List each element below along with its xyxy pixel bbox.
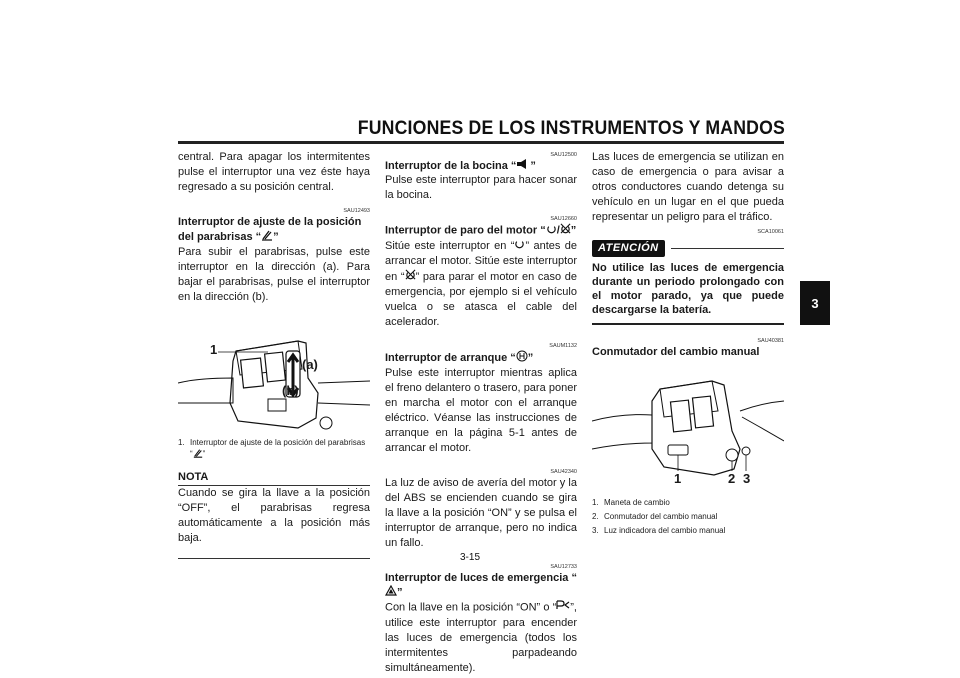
hazard-usage-text: Las luces de emergencia se utilizan en caso de emergencia o para avisar a otros conductores cuando detenga su vehículo en un lugar en el que pueda representar un peligro para el tráfico. [592, 151, 784, 223]
engine-stop-heading: Interruptor de paro del motor “ / ” [385, 224, 577, 237]
manual-shift-figure [592, 371, 784, 486]
label-a: (a) [302, 357, 318, 372]
callout-1: 1 [210, 342, 218, 357]
hazard-switch-heading: Interruptor de luces de emergencia “” [385, 572, 577, 599]
handlebar-illustration [592, 371, 784, 483]
atencion-header [592, 240, 784, 257]
figure-caption: 1. Maneta de cambio [592, 498, 670, 507]
column-3 [592, 150, 784, 539]
nota-title: NOTA [178, 471, 209, 483]
callout-3: 3 [743, 471, 751, 486]
title-rule [178, 141, 784, 144]
engine-run-icon [514, 238, 525, 254]
warning-light-text: La luz de aviso de avería del motor y la del ABS se encienden cuando se gira la llave a la posición “ON” y se pulsa el interruptor de arranque, pero no indica un fallo. [385, 477, 577, 550]
section-code: SAU40381 [757, 338, 784, 344]
callout-2: 2 [728, 471, 736, 486]
figure-caption: 3. Luz indicadora del cambio manual [592, 526, 726, 535]
starter-switch-text: Pulse este interruptor mientras aplica el freno delantero o trasero, para poner en marcha el motor con el arranque eléctrico. Véanse las instrucciones de arranque en la página 5-1 antes de arrancar el motor. [385, 367, 577, 455]
engine-run-icon [546, 223, 557, 238]
page-number: 3-15 [460, 552, 481, 563]
horn-icon [516, 159, 530, 173]
engine-stop-icon [405, 269, 416, 285]
column-2 [385, 150, 577, 676]
chapter-tab[interactable]: 3 [800, 281, 830, 325]
parking-icon [556, 600, 570, 615]
windshield-switch-figure [178, 323, 370, 431]
windshield-switch-text: Para subir el parabrisas, pulse este interruptor en la dirección (a). Para bajar el parabrisas, pulse el interruptor en la dirección (b). [178, 246, 370, 303]
figure-caption: 2. Conmutador del cambio manual [592, 512, 718, 521]
section-code: SAU12500 [550, 152, 577, 158]
figure-caption: 1. Interruptor de ajuste de la posición del parabrisas “ ” [178, 437, 370, 461]
atencion-text: No utilice las luces de emergencia durante un periodo prolongado con el motor parado, ya que puede descargarse la batería. [592, 262, 784, 316]
label-b: (b) [282, 383, 299, 398]
nota-body: Cuando se gira la llave a la posición “OFF”, el parabrisas regresa automáticamente a la posición más baja. [178, 487, 370, 544]
section-code: SAU12493 [343, 208, 370, 214]
windshield-icon [261, 229, 273, 245]
starter-icon [516, 350, 528, 366]
section-code: SAU12660 [550, 216, 577, 223]
hazard-switch-text: Con la llave en la posición “ON” o “ ”, utilice este interruptor para encender las luces de emergencia (todos los intermitentes parpadeando simultáneamente). [385, 601, 577, 674]
engine-stop-icon [560, 223, 571, 238]
figure-captions [592, 497, 784, 536]
column-1 [178, 150, 370, 559]
horn-switch-heading: Interruptor de la bocina “ ” [385, 160, 536, 172]
windshield-icon [193, 448, 203, 461]
windshield-switch-heading: Interruptor de ajuste de la posición del parabrisas “ ” [178, 215, 370, 245]
atencion-label: ATENCIÓN [592, 240, 665, 257]
callout-1: 1 [674, 471, 682, 486]
horn-switch-text: Pulse este interruptor para hacer sonar la bocina. [385, 174, 577, 202]
hazard-icon [385, 585, 397, 600]
section-code: SAUM1132 [549, 343, 577, 350]
section-code: SAU12733 [550, 564, 577, 571]
page-title: FUNCIONES DE LOS INSTRUMENTOS Y MANDOS [357, 118, 785, 139]
atencion-end-rule [592, 323, 784, 325]
section-code: SAU42340 [550, 469, 577, 476]
manual-shift-heading: Conmutador del cambio manual [592, 346, 760, 358]
nota-end-rule [178, 558, 370, 559]
engine-stop-text: Sitúe este interruptor en “ ” antes de arrancar el motor. Sitúe este interruptor en “ ” para parar el motor en caso de emergencia, por ejemplo si el vehículo vuelca o se atasca el cable del acelerador. [385, 240, 578, 329]
starter-switch-heading: Interruptor de arranque “ ” [385, 350, 577, 366]
intro-paragraph: central. Para apagar los intermitentes pulse el interruptor una vez éste haya regresado a su posición central. [178, 151, 370, 193]
handlebar-illustration [178, 323, 370, 431]
section-code: SCA10061 [757, 229, 784, 235]
